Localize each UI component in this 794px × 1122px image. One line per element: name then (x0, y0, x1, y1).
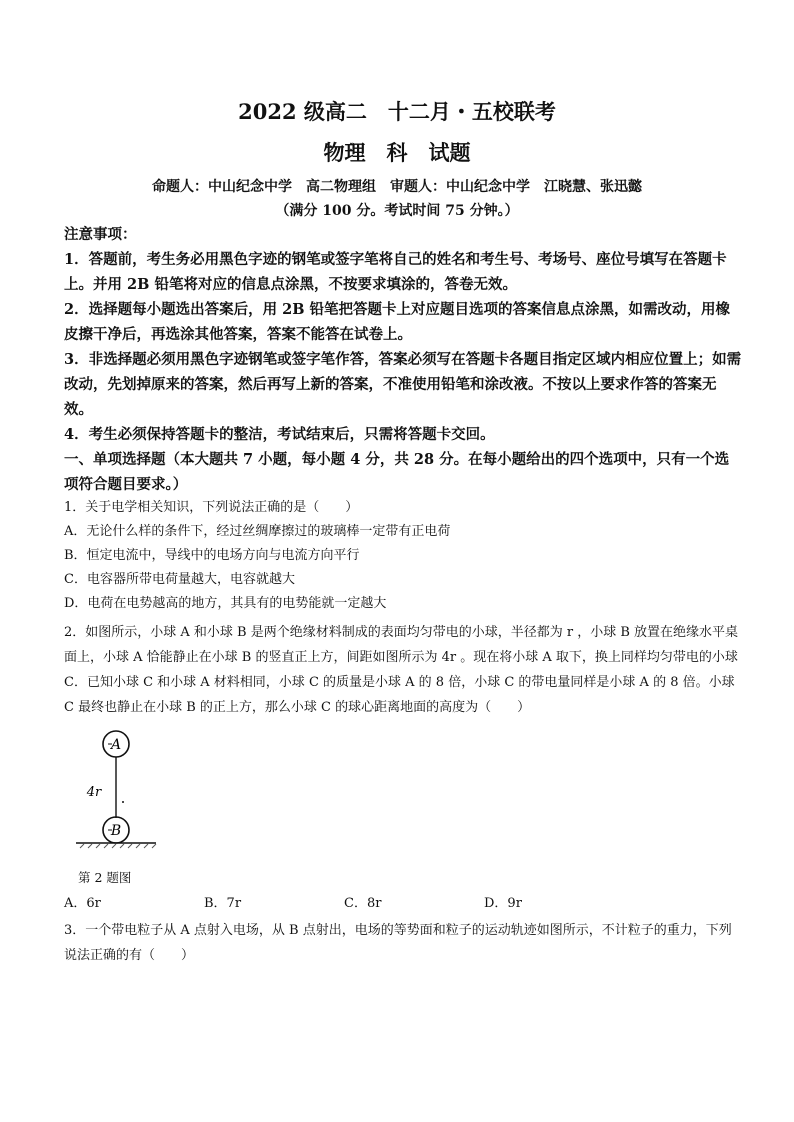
note-item-2: 2．选择题每小题选出答案后，用 2B 铅笔把答题卡上对应题目选项的答案信息点涂黑，如需改动，用橡皮擦干净后，再选涂其他答案，答案不能答在试卷上。 (64, 301, 731, 343)
question-2 (64, 620, 742, 720)
note-item-1: 1．答题前，考生务必用黑色字迹的钢笔或签字笔将自己的姓名和考生号、考场号、座位号填写在答题卡上。并用 2B 铅笔将对应的信息点涂黑，不按要求填涂的，答卷无效。 (64, 251, 727, 293)
ball-a-label: A (110, 737, 122, 753)
exam-score-time: （满分 100 分。考试时间 75 分钟。） (275, 203, 519, 219)
q1-option-d: D．电荷在电势越高的地方，其具有的电势能就一定越大 (64, 596, 387, 611)
q2-option-b: B．7r (204, 896, 242, 911)
notes-heading: 注意事项： (64, 226, 137, 243)
ball-b-label: B (110, 823, 122, 839)
q2-option-d: D．9r (484, 896, 522, 911)
q1-option-c: C．电容器所带电荷量越大，电容就越大 (64, 572, 295, 587)
notes-section (64, 222, 742, 497)
exam-subject: 物理 科 试题 (323, 140, 471, 165)
exam-authors: 命题人：中山纪念中学 高二物理组 审题人：中山纪念中学 江晓慧、张迅懿 (152, 179, 642, 195)
q2-option-a: A．6r (64, 896, 101, 911)
q2-stem: 2．如图所示，小球 A 和小球 B 是两个绝缘材料制成的表面均匀带电的小球，半径都为 r ，小球 B 放置在绝缘水平桌面上，小球 A 恰能静止在小球 B 的竖直正上方，间距如图所示为 4r 。现在将小球 A 取下，换上同样均匀带电的小球 C．已知小球 C 和小球 A 材料相同，小球 C 的质量是小球 A 的 8 倍，小球 C 的带电量同样是小球 A 的 8 倍。小球 C 最终也静止在小球 B 的正上方，那么小球 C 的球心距离地面的高度为（ ） (64, 625, 739, 715)
q2-figure-caption: 第 2 题图 (78, 870, 132, 885)
distance-label: 4r (86, 785, 102, 800)
question-1 (64, 496, 742, 616)
exam-title: 2022 级高二 十二月・五校联考 (238, 99, 556, 124)
q2-option-c: C．8r (344, 896, 382, 911)
section1-heading: 一、单项选择题（本大题共 7 小题，每小题 4 分，共 28 分。在每小题给出的四个选项中，只有一个选项符合题目要求。） (64, 451, 730, 493)
q1-option-a: A．无论什么样的条件下，经过丝绸摩擦过的玻璃棒一定带有正电荷 (64, 524, 451, 539)
q1-stem: 1．关于电学相关知识，下列说法正确的是（ ） (64, 500, 359, 515)
q1-option-b: B．恒定电流中，导线中的电场方向与电流方向平行 (64, 548, 360, 563)
q3-stem: 3．一个带电粒子从 A 点射入电场，从 B 点射出，电场的等势面和粒子的运动轨迹如图所示，不计粒子的重力，下列说法正确的有（ ） (64, 923, 732, 963)
question-3 (64, 918, 742, 968)
q2-figure (68, 728, 158, 858)
note-item-4: 4．考生必须保持答题卡的整洁，考试结束后，只需将答题卡交回。 (64, 426, 495, 443)
note-item-3: 3．非选择题必须用黑色字迹钢笔或签字笔作答，答案必须写在答题卡各题目指定区域内相应位置上；如需改动，先划掉原来的答案，然后再写上新的答案，不准使用铅笔和涂改液。不按以上要求作答的答案无效。 (64, 351, 742, 418)
